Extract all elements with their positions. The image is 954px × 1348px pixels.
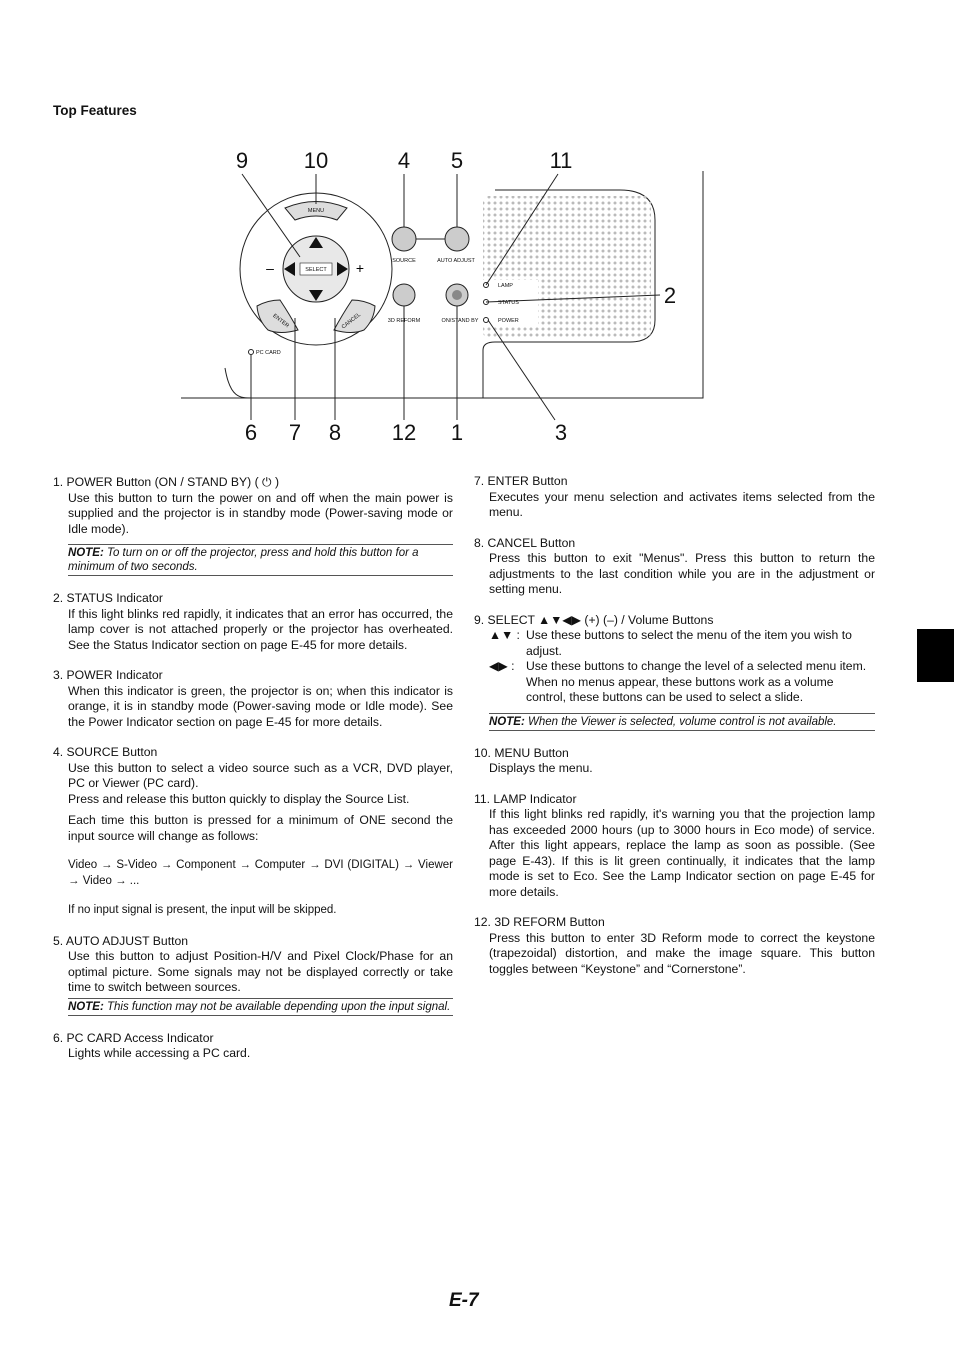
item-heading: 3. POWER Indicator [53, 668, 163, 682]
on-standby-label: ON/STAND BY [441, 318, 479, 324]
item-body: Displays the menu. [489, 761, 593, 775]
item-source-button [53, 745, 453, 919]
power-led-label: POWER [498, 318, 519, 324]
callout-10: 10 [303, 148, 329, 173]
callout-2: 2 [663, 283, 677, 308]
plus-label: + [355, 260, 365, 276]
item-body: If this light blinks red rapidly, it indicates that an error has occurred, the lamp cover is not attached properly or the projector has overheated. See the Status Indicator section on page E-45 for more details. [68, 606, 453, 652]
callout-1: 1 [450, 420, 464, 445]
up-down-symbol: ▲▼ : [489, 628, 520, 642]
item-body-3: Each time this button is pressed for a minimum of ONE second the input source will change as follows: [68, 813, 453, 843]
item-heading: 8. CANCEL Button [474, 535, 576, 550]
cancel-label: CANCEL [340, 311, 363, 331]
sub-text: Use these buttons to change the level of a selected menu item. When no menus appear, these buttons work as a volume control, these buttons can be used to select a slide. [526, 659, 867, 704]
item-heading: 9. SELECT ▲▼◀▶ (+) (–) / Volume Buttons [474, 612, 714, 627]
projector-top-illustration [150, 140, 750, 460]
item-heading: 5. AUTO ADJUST Button [53, 933, 189, 948]
item-body: Use this button to adjust Position-H/V and Pixel Clock/Phase for an optimal picture. Some signals may not be displayed correctly or take time to switch between sources. [68, 949, 453, 994]
status-label: STATUS [498, 300, 519, 306]
sub-left-right [474, 659, 875, 706]
item-lamp-indicator [474, 792, 875, 901]
item-body: Executes your menu selection and activates items selected from the menu. [489, 489, 875, 519]
callout-3: 3 [554, 420, 568, 445]
power-led [484, 318, 489, 323]
note-text: To turn on or off the projector, press and hold this button for a minimum of two seconds. [68, 547, 419, 573]
note [68, 998, 453, 1016]
source-label: SOURCE [392, 258, 416, 264]
item-body-2: Press and release this button quickly to display the Source List. [68, 791, 410, 806]
top-features-diagram [150, 140, 750, 460]
callout-12: 12 [391, 420, 417, 445]
sub-up-down [474, 628, 875, 659]
item-heading: 6. PC CARD Access Indicator [53, 1030, 214, 1045]
left-column [53, 475, 453, 1077]
item-menu-button [474, 746, 875, 777]
pc-card-led [249, 350, 254, 355]
auto-adjust-label: AUTO ADJUST [437, 258, 475, 264]
callout-8: 8 [328, 420, 342, 445]
note-label: NOTE: [489, 715, 525, 728]
note-label: NOTE: [68, 1000, 104, 1013]
item-body: If this light blinks red rapidly, it's warning you that the projection lamp has exceeded 2000 hours (up to 3000 hours in Eco mode) of service. After this light appears, replace the lamp as soon as possible. (See page E-43). If this is lit green continually, it indicates that the lamp mode is set to Eco. See the Lamp Indicator section on page E-45 for more details. [489, 807, 875, 899]
3d-reform-label: 3D REFORM [387, 318, 421, 324]
item-heading: 4. SOURCE Button [53, 745, 158, 759]
callout-4: 4 [397, 148, 411, 173]
note [489, 713, 875, 731]
item-body: Lights while accessing a PC card. [68, 1046, 251, 1060]
note-text: When the Viewer is selected, volume control is not available. [524, 715, 837, 728]
item-power-indicator [53, 668, 453, 730]
item-enter-button [474, 474, 875, 521]
callout-6: 6 [244, 420, 258, 445]
item-power-button [53, 475, 453, 576]
callout-5: 5 [450, 148, 464, 173]
minus-label: – [266, 260, 274, 276]
item-heading: 2. STATUS Indicator [53, 591, 163, 605]
item-heading: 10. MENU Button [474, 745, 569, 760]
chapter-tab [917, 629, 954, 682]
item-body: Press this button to enter 3D Reform mode to correct the keystone (trapezoidal) distortion, and make the image square. This button toggles between “Keystone” and “Cornerstone”. [489, 930, 875, 976]
callout-9: 9 [235, 148, 249, 173]
callout-7: 7 [288, 420, 302, 445]
item-auto-adjust-button [53, 934, 453, 1016]
callout-11: 11 [549, 148, 573, 173]
menu-label: MENU [307, 208, 325, 214]
item-heading: 7. ENTER Button [474, 474, 568, 488]
item-body: Press this button to exit "Menus". Press this button to return the adjustments to the last condition while you are in the adjustment or setting menu. [489, 551, 875, 596]
item-cancel-button [474, 536, 875, 598]
item-body: When this indicator is green, the projector is on; when this indicator is orange, it is in standby mode (Power-saving mode or Idle mode). See the Power Indicator section on page E-45 for more details. [68, 683, 453, 729]
item-select-buttons [474, 613, 875, 731]
source-sequence: Video → S-Video → Component → Computer → DVI (DIGITAL) → Viewer → Video → ... [68, 859, 453, 887]
sub-text: Use these buttons to select the menu of the item you wish to adjust. [526, 628, 852, 658]
right-column [474, 474, 875, 992]
item-body: Use this button to select a video source such as a VCR, DVD player, PC or Viewer (PC card). [68, 760, 453, 790]
item-pc-card-indicator [53, 1031, 453, 1062]
note-label: NOTE: [68, 547, 104, 559]
enter-label: ENTER [271, 313, 290, 330]
item-heading: 12. 3D REFORM Button [474, 915, 605, 929]
item-body: Use this button to turn the power on and off when the main power is supplied and the projector is in standby mode (Power-saving mode or Idle mode). [68, 490, 453, 536]
page-number: E-7 [449, 1290, 479, 1311]
item-body-4: If no input signal is present, the input will be skipped. [68, 904, 337, 916]
item-heading: 11. LAMP Indicator [474, 791, 577, 806]
select-label: SELECT [305, 267, 327, 273]
pc-card-label: PC CARD [256, 350, 281, 356]
section-title: Top Features [53, 103, 137, 118]
note [68, 544, 453, 576]
auto-adjust-button[interactable] [445, 227, 469, 251]
lamp-label: LAMP [498, 283, 513, 289]
note-text: This function may not be available depending upon the input signal. [103, 1000, 451, 1013]
left-right-symbol: ◀▶ : [489, 659, 515, 673]
item-status-indicator [53, 591, 453, 653]
source-button[interactable] [392, 227, 416, 251]
3d-reform-button[interactable] [393, 284, 415, 306]
item-3d-reform-button [474, 915, 875, 977]
item-heading: 1. POWER Button (ON / STAND BY) ( ⏻ ) [53, 475, 280, 489]
